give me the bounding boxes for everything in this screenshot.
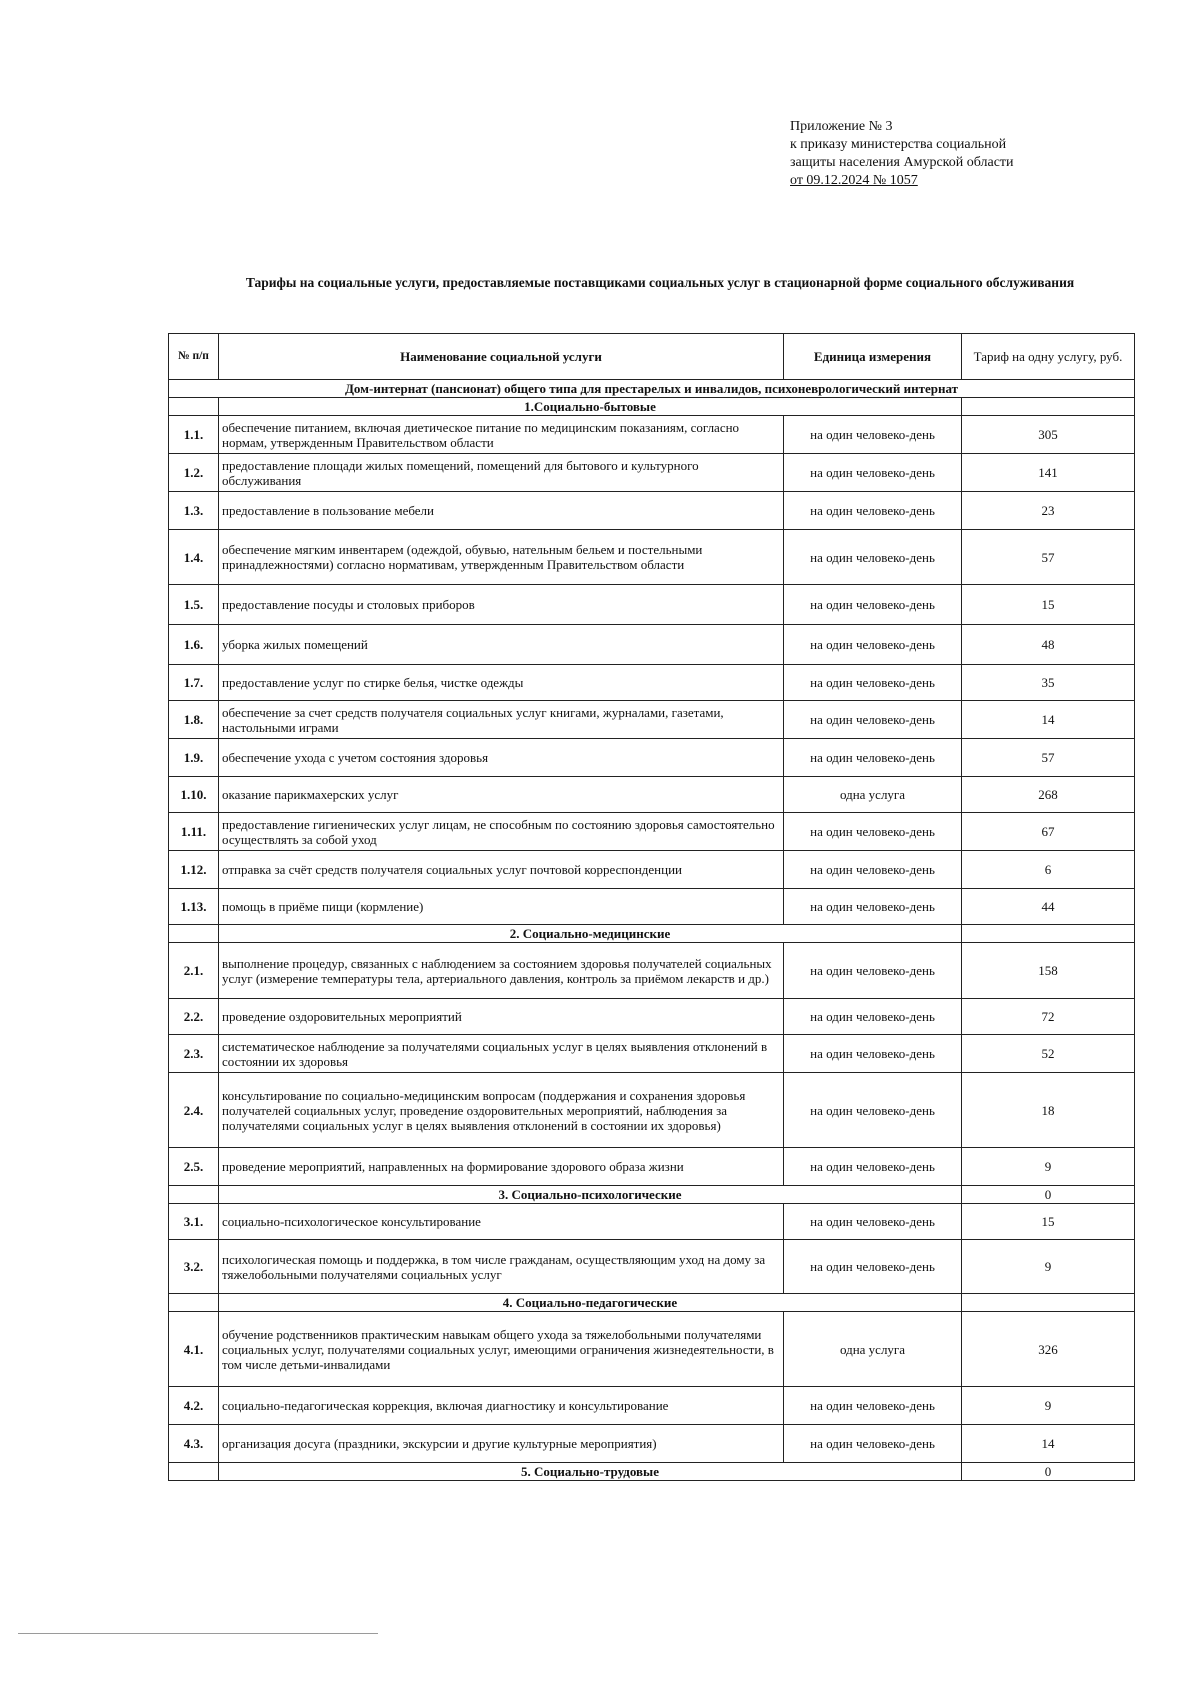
tariff-value: 14 (962, 701, 1135, 739)
service-name: обеспечение ухода с учетом состояния здоровья (219, 739, 784, 777)
unit-of-measure: на один человеко-день (784, 1035, 962, 1073)
service-name: предоставление площади жилых помещений, помещений для бытового и культурного обслуживания (219, 454, 784, 492)
unit-of-measure: на один человеко-день (784, 851, 962, 889)
service-name: отправка за счёт средств получателя социальных услуг почтовой корреспонденции (219, 851, 784, 889)
row-number: 1.12. (169, 851, 219, 889)
unit-of-measure: на один человеко-день (784, 943, 962, 999)
tariff-value: 18 (962, 1073, 1135, 1148)
table-row (169, 813, 1135, 851)
table-row (169, 1204, 1135, 1240)
header-unit: Единица измерения (784, 334, 962, 380)
unit-of-measure: одна услуга (784, 777, 962, 813)
header-name: Наименование социальной услуги (219, 334, 784, 380)
service-name: организация досуга (праздники, экскурсии и другие культурные мероприятия) (219, 1425, 784, 1463)
service-name: обучение родственников практическим навыкам общего ухода за тяжелобольными получателями социальных услуг, получателями социальных услуг, имеющими ограничения жизнедеятельности, в том числе детьми-инвалидами (219, 1312, 784, 1387)
row-number: 4.2. (169, 1387, 219, 1425)
service-name: предоставление в пользование мебели (219, 492, 784, 530)
unit-of-measure: на один человеко-день (784, 1387, 962, 1425)
tariff-value: 35 (962, 665, 1135, 701)
tariff-value: 15 (962, 585, 1135, 625)
header-tariff: Тариф на одну услугу, руб. (962, 334, 1135, 380)
table-row (169, 943, 1135, 999)
unit-of-measure: на один человеко-день (784, 416, 962, 454)
tariff-value: 9 (962, 1240, 1135, 1294)
service-name: предоставление услуг по стирке белья, чистке одежды (219, 665, 784, 701)
unit-of-measure: на один человеко-день (784, 889, 962, 925)
tariff-value: 52 (962, 1035, 1135, 1073)
table-row (169, 739, 1135, 777)
table-row (169, 1073, 1135, 1148)
unit-of-measure: на один человеко-день (784, 665, 962, 701)
appendix-ministry: защиты населения Амурской области (790, 155, 1014, 170)
tariff-value: 141 (962, 454, 1135, 492)
unit-of-measure: на один человеко-день (784, 625, 962, 665)
unit-of-measure: на один человеко-день (784, 454, 962, 492)
footer-line (18, 1633, 378, 1634)
unit-of-measure: на один человеко-день (784, 1073, 962, 1148)
tariff-value: 72 (962, 999, 1135, 1035)
unit-of-measure: на один человеко-день (784, 530, 962, 585)
section-num-cell (169, 925, 219, 943)
row-number: 2.5. (169, 1148, 219, 1186)
service-name: психологическая помощь и поддержка, в том числе гражданам, осуществляющим уход на дому за тяжелобольными получателями социальных услуг (219, 1240, 784, 1294)
row-number: 1.5. (169, 585, 219, 625)
section-row (169, 1463, 1135, 1481)
section-tariff (962, 398, 1135, 416)
row-number: 1.9. (169, 739, 219, 777)
table-row (169, 999, 1135, 1035)
row-number: 1.8. (169, 701, 219, 739)
row-number: 1.4. (169, 530, 219, 585)
unit-of-measure: на один человеко-день (784, 1148, 962, 1186)
unit-of-measure: на один человеко-день (784, 1204, 962, 1240)
unit-of-measure: на один человеко-день (784, 492, 962, 530)
row-number: 1.2. (169, 454, 219, 492)
table-row (169, 492, 1135, 530)
unit-of-measure: на один человеко-день (784, 701, 962, 739)
unit-of-measure: на один человеко-день (784, 813, 962, 851)
table-row (169, 1387, 1135, 1425)
row-number: 3.1. (169, 1204, 219, 1240)
unit-of-measure: на один человеко-день (784, 1425, 962, 1463)
institution-row (169, 380, 1135, 398)
institution-name: Дом-интернат (пансионат) общего типа для престарелых и инвалидов, психоневрологический интернат (169, 380, 1135, 398)
table-row (169, 777, 1135, 813)
tariff-value: 268 (962, 777, 1135, 813)
tariff-value: 48 (962, 625, 1135, 665)
row-number: 1.3. (169, 492, 219, 530)
service-name: социально-психологическое консультирование (219, 1204, 784, 1240)
tariff-value: 305 (962, 416, 1135, 454)
table-row (169, 1148, 1135, 1186)
section-tariff: 0 (962, 1186, 1135, 1204)
tariff-value: 15 (962, 1204, 1135, 1240)
service-name: обеспечение мягким инвентарем (одеждой, обувью, нательным бельем и постельными принадлежностями) согласно нормативам, утвержденным Правительством области (219, 530, 784, 585)
row-number: 1.1. (169, 416, 219, 454)
table-row (169, 1035, 1135, 1073)
service-name: проведение мероприятий, направленных на формирование здорового образа жизни (219, 1148, 784, 1186)
table-row (169, 1240, 1135, 1294)
document-title: Тарифы на социальные услуги, предоставляемые поставщиками социальных услуг в стационарной форме социального обслуживания (245, 275, 1075, 290)
tariffs-table (168, 333, 1135, 1481)
table-row (169, 1312, 1135, 1387)
unit-of-measure: на один человеко-день (784, 739, 962, 777)
section-title: 1.Социально-бытовые (219, 398, 962, 416)
tariff-value: 67 (962, 813, 1135, 851)
row-number: 1.13. (169, 889, 219, 925)
section-title: 2. Социально-медицинские (219, 925, 962, 943)
table-row (169, 625, 1135, 665)
service-name: предоставление гигиенических услуг лицам, не способным по состоянию здоровья самостоятельно осуществлять за собой уход (219, 813, 784, 851)
appendix-block (790, 118, 1014, 190)
row-number: 1.6. (169, 625, 219, 665)
table-row (169, 665, 1135, 701)
section-tariff: 0 (962, 1463, 1135, 1481)
service-name: социально-педагогическая коррекция, включая диагностику и консультирование (219, 1387, 784, 1425)
tariff-value: 6 (962, 851, 1135, 889)
service-name: обеспечение питанием, включая диетическое питание по медицинским показаниям, согласно нормам, утвержденным Правительством области (219, 416, 784, 454)
row-number: 3.2. (169, 1240, 219, 1294)
table-row (169, 1425, 1135, 1463)
row-number: 2.3. (169, 1035, 219, 1073)
tariff-value: 326 (962, 1312, 1135, 1387)
table-row (169, 416, 1135, 454)
appendix-order-ref: к приказу министерства социальной (790, 137, 1007, 152)
row-number: 2.4. (169, 1073, 219, 1148)
service-name: уборка жилых помещений (219, 625, 784, 665)
table-row (169, 701, 1135, 739)
header-num: № п/п (169, 334, 219, 380)
row-number: 4.3. (169, 1425, 219, 1463)
unit-of-measure: на один человеко-день (784, 585, 962, 625)
section-row (169, 398, 1135, 416)
service-name: проведение оздоровительных мероприятий (219, 999, 784, 1035)
section-num-cell (169, 398, 219, 416)
section-num-cell (169, 1294, 219, 1312)
table-row (169, 889, 1135, 925)
tariff-value: 9 (962, 1387, 1135, 1425)
row-number: 1.10. (169, 777, 219, 813)
service-name: оказание парикмахерских услуг (219, 777, 784, 813)
appendix-number: Приложение № 3 (790, 119, 893, 134)
tariff-value: 57 (962, 530, 1135, 585)
tariff-value: 14 (962, 1425, 1135, 1463)
service-name: обеспечение за счет средств получателя социальных услуг книгами, журналами, газетами, настольными играми (219, 701, 784, 739)
tariff-value: 44 (962, 889, 1135, 925)
row-number: 1.11. (169, 813, 219, 851)
row-number: 2.1. (169, 943, 219, 999)
section-title: 4. Социально-педагогические (219, 1294, 962, 1312)
table-row (169, 530, 1135, 585)
section-row (169, 1294, 1135, 1312)
service-name: консультирование по социально-медицинским вопросам (поддержания и сохранения здоровья получателей социальных услуг, проведение оздоровительных мероприятий, наблюдения за получателями социальных услуг в целях выявления отклонений в состоянии их здоровья) (219, 1073, 784, 1148)
table-body (169, 380, 1135, 1481)
table-row (169, 851, 1135, 889)
unit-of-measure: на один человеко-день (784, 999, 962, 1035)
tariff-value: 23 (962, 492, 1135, 530)
section-row (169, 925, 1135, 943)
section-title: 5. Социально-трудовые (219, 1463, 962, 1481)
service-name: систематическое наблюдение за получателями социальных услуг в целях выявления отклонений в состоянии их здоровья (219, 1035, 784, 1073)
appendix-date: от 09.12.2024 № 1057 (790, 173, 918, 188)
row-number: 4.1. (169, 1312, 219, 1387)
tariff-value: 9 (962, 1148, 1135, 1186)
section-num-cell (169, 1463, 219, 1481)
table-row (169, 585, 1135, 625)
tariff-value: 57 (962, 739, 1135, 777)
table-row (169, 454, 1135, 492)
service-name: помощь в приёме пищи (кормление) (219, 889, 784, 925)
service-name: предоставление посуды и столовых приборов (219, 585, 784, 625)
row-number: 2.2. (169, 999, 219, 1035)
section-num-cell (169, 1186, 219, 1204)
row-number: 1.7. (169, 665, 219, 701)
section-tariff (962, 1294, 1135, 1312)
table-header-row (169, 334, 1135, 380)
section-title: 3. Социально-психологические (219, 1186, 962, 1204)
section-tariff (962, 925, 1135, 943)
unit-of-measure: одна услуга (784, 1312, 962, 1387)
unit-of-measure: на один человеко-день (784, 1240, 962, 1294)
section-row (169, 1186, 1135, 1204)
service-name: выполнение процедур, связанных с наблюдением за состоянием здоровья получателей социальных услуг (измерение температуры тела, артериального давления, контроль за приёмом лекарств и др.) (219, 943, 784, 999)
tariff-value: 158 (962, 943, 1135, 999)
